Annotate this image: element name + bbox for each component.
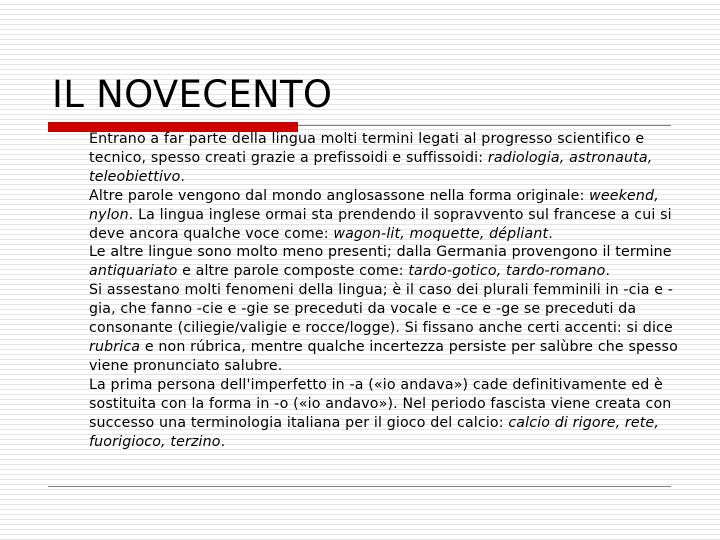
text-span: La prima persona dell'imperfetto in -a («io andava») cade definitivamente ed è sostituita con la forma in -o («io andavo»). Nel periodo fascista viene creata con successo una terminologia italiana per il gioco del calcio: <box>89 376 672 431</box>
text-span: Entrano a far parte della lingua molti termini legati al progresso scientifico e tecnico, spesso creati grazie a prefissoidi e suffissoidi: <box>89 131 645 166</box>
text-span: . <box>605 263 611 280</box>
italic-example-terms: radiologia, astronauta, teleobiettivo <box>89 149 653 185</box>
text-span: . <box>220 433 226 450</box>
italic-example-terms: wagon-lit, moquette, dépliant <box>333 225 549 242</box>
text-span: Le altre lingue sono molto meno presenti; dalla Germania provengono il termine <box>89 244 672 261</box>
paragraph-imperfect-and-football <box>89 376 679 452</box>
italic-example-terms: calcio di rigore, rete, fuorigioco, terzino <box>89 414 660 450</box>
text-span: . <box>548 225 553 242</box>
slide-body <box>89 130 679 451</box>
italic-example-terms: weekend, nylon <box>89 187 659 223</box>
footer-divider-line <box>48 486 671 487</box>
paragraph-anglicisms <box>89 187 679 244</box>
text-span: e altre parole composte come: <box>177 263 409 280</box>
paragraph-language-phenomena <box>89 281 679 376</box>
slide-title: IL NOVECENTO <box>52 73 333 116</box>
text-span: Si assestano molti fenomeni della lingua; è il caso dei plurali femminili in -cia e -gia, che fanno -cie e -gie se preceduti da vocale e -ce e -ge se preceduti da consonante (ciliegie/valigie e rocce/logge). Si fissano anche certi accenti: si dice <box>89 282 674 337</box>
title-divider-line <box>298 125 671 126</box>
italic-example-terms: antiquariato <box>89 263 178 280</box>
text-span: . La lingua inglese ormai sta prendendo il sopravvento sul francese a cui si deve ancora qualche voce come: <box>89 206 672 242</box>
text-span: e non rúbrica, mentre qualche incertezza persiste per salùbre che spesso viene pronunciato salubre. <box>89 338 678 374</box>
italic-example-terms: rubrica <box>89 338 141 355</box>
paragraph-scientific-terms <box>89 130 679 187</box>
paragraph-other-languages <box>89 243 679 281</box>
italic-example-terms: tardo-gotico, tardo-romano <box>408 263 606 280</box>
text-span: . <box>180 168 186 185</box>
text-span: Altre parole vengono dal mondo anglosassone nella forma originale: <box>89 187 590 204</box>
